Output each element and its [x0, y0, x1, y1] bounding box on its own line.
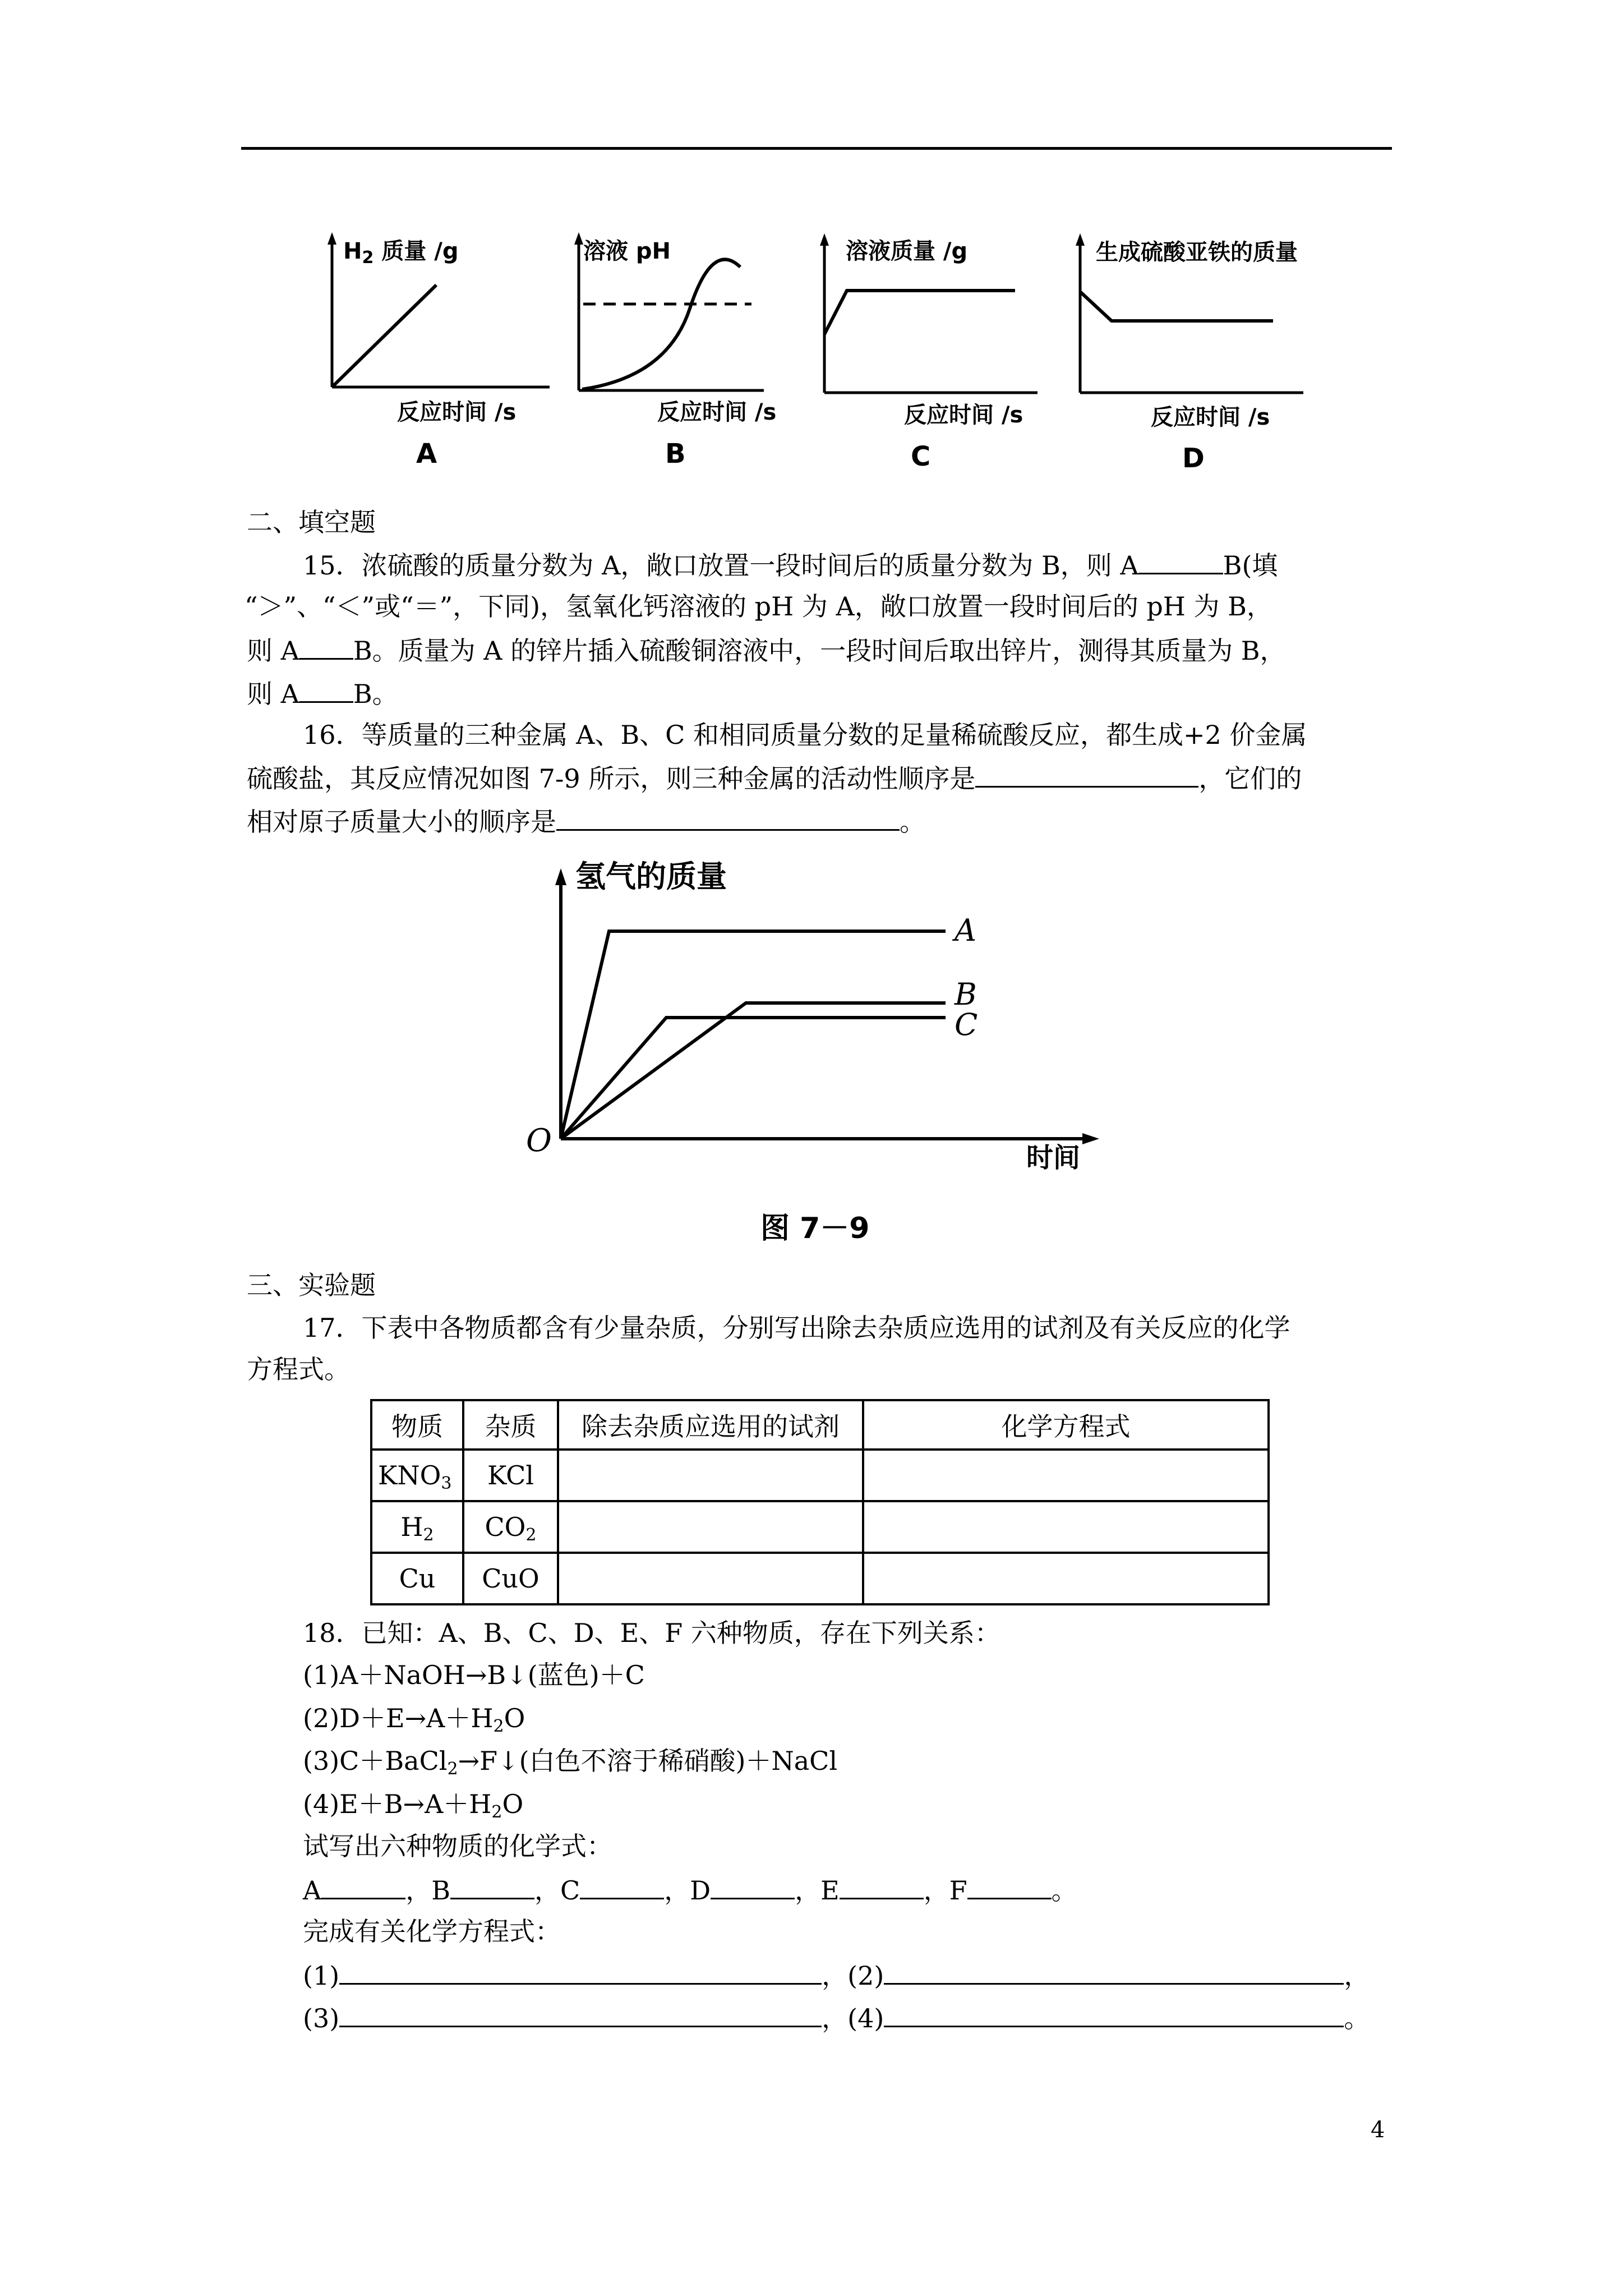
- th-substance: 物质: [371, 1400, 463, 1450]
- cell-impurity: CuO: [463, 1553, 558, 1604]
- q17-table: [370, 1399, 1270, 1605]
- table-row: [371, 1553, 1269, 1604]
- q16-line3: 相对原子质量大小的顺序是 。: [247, 807, 925, 837]
- q15-line3: 则 A B。质量为 A 的锌片插入硫酸铜溶液中，一段时间后取出锌片，测得其质量为 B，: [247, 636, 1286, 666]
- table-row: [371, 1450, 1269, 1501]
- cell-equation[interactable]: [863, 1450, 1269, 1501]
- q18-relation-2: $(2)D+E\to A+H_2O$: [303, 1703, 525, 1736]
- q18-ask-formulas: 试写出六种物质的化学式：: [303, 1831, 612, 1861]
- chart-b-letter: B: [665, 438, 686, 470]
- chart-d-x-label: 反应时间 /s: [1151, 404, 1270, 430]
- chart-b-y-label: 溶液 pH: [583, 238, 671, 264]
- q15-line4: 则 A B。: [247, 679, 398, 709]
- fig-7-9-y-arrow: [555, 868, 566, 885]
- chart-a-letter: A: [416, 438, 437, 470]
- chart-c-letter: C: [911, 441, 931, 472]
- table-row: [371, 1501, 1269, 1553]
- q18-relation-3: (3)C＋BaCl$_2$→F↓(白色不溶于稀硝酸)＋NaCl: [303, 1746, 838, 1779]
- chart-b-curve: [582, 259, 740, 389]
- fig-7-9-label-b: B: [955, 977, 977, 1012]
- cell-substance: $H_2$: [371, 1501, 463, 1553]
- section2-heading: 二、填空题: [247, 507, 376, 537]
- chart-d-line: [1080, 292, 1273, 321]
- th-impurity: 杂质: [463, 1400, 558, 1450]
- fig-7-9-series-c: [561, 1018, 946, 1139]
- header-rule: [241, 147, 1392, 150]
- fig-7-9-axes: [561, 881, 1087, 1139]
- q18-intro: 18．已知：A、B、C、D、E、F 六种物质，存在下列关系：: [303, 1618, 1000, 1648]
- q17-line1: 17．下表中各物质都含有少量杂质，分别写出除去杂质应选用的试剂及有关反应的化学: [303, 1313, 1290, 1343]
- cell-reagent[interactable]: [558, 1450, 863, 1501]
- page-number: 4: [1371, 2117, 1385, 2143]
- cell-equation[interactable]: [863, 1501, 1269, 1553]
- fig-7-9-x-label: 时间: [1026, 1142, 1081, 1174]
- fig-7-9-series-a: [561, 931, 946, 1139]
- chart-a-y-label: $H_2$ 质量 /g: [343, 238, 459, 268]
- q16-line1: 16．等质量的三种金属 A、B、C 和相同质量分数的足量稀硫酸反应，都生成+2 价金属: [303, 720, 1307, 750]
- chart-c-line: [824, 291, 1015, 334]
- fig-7-9: [538, 859, 1116, 1178]
- chart-b-x-label: 反应时间 /s: [657, 399, 777, 425]
- fig-7-9-caption: 图 7－9: [760, 1212, 870, 1245]
- chart-d-letter: D: [1182, 443, 1205, 474]
- fig-7-9-y-label: 氢气的质量: [575, 859, 727, 894]
- q18-formula-blanks: A ，B ，C ，D ，E ，F 。: [303, 1875, 1077, 1906]
- q15-line2: “＞”、“＜”或“＝”，下同)，氢氧化钙溶液的 pH 为 A，敞口放置一段时间后的 pH 为 B，: [245, 591, 1272, 622]
- cell-reagent[interactable]: [558, 1501, 863, 1553]
- q17-line2: 方程式。: [247, 1354, 350, 1384]
- q18-equation-blanks-2: (3) ，(4) 。: [303, 2003, 1370, 2033]
- cell-impurity: KCl: [463, 1450, 558, 1501]
- chart-a-line: [332, 285, 436, 387]
- fig-7-9-label-a: A: [955, 913, 976, 948]
- table-header-row: [371, 1400, 1269, 1450]
- th-reagent: 除去杂质应选用的试剂: [558, 1400, 863, 1450]
- chart-c-y-label: 溶液质量 /g: [846, 238, 968, 264]
- chart-c-x-label: 反应时间 /s: [904, 402, 1023, 428]
- section3-heading: 三、实验题: [247, 1270, 376, 1300]
- fig-7-9-x-arrow: [1082, 1133, 1099, 1144]
- cell-substance: Cu: [371, 1553, 463, 1604]
- q18-ask-equations: 完成有关化学方程式：: [303, 1916, 561, 1947]
- th-equation: 化学方程式: [863, 1400, 1269, 1450]
- q15-line1: 15．浓硫酸的质量分数为 A，敞口放置一段时间后的质量分数为 B，则 A B(填: [303, 550, 1278, 581]
- chart-a-x-label: 反应时间 /s: [397, 399, 517, 425]
- chart-d-y-label: 生成硫酸亚铁的质量: [1096, 240, 1298, 265]
- cell-reagent[interactable]: [558, 1553, 863, 1604]
- cell-equation[interactable]: [863, 1553, 1269, 1604]
- q16-line2: 硫酸盐，其反应情况如图 7-9 所示，则三种金属的活动性顺序是 ，它们的: [247, 763, 1302, 794]
- cell-substance: $KNO_3$: [371, 1450, 463, 1501]
- q18-relation-4: $(4)E+B\to A+H_2O$: [303, 1789, 524, 1822]
- q18-relation-1: (1)A＋NaOH→B↓(蓝色)＋C: [303, 1660, 645, 1690]
- fig-7-9-origin: O: [526, 1122, 552, 1159]
- fig-7-9-label-c: C: [955, 1007, 978, 1042]
- q18-equation-blanks-1: (1) ，(2) ，: [303, 1961, 1370, 1991]
- cell-impurity: $CO_2$: [463, 1501, 558, 1553]
